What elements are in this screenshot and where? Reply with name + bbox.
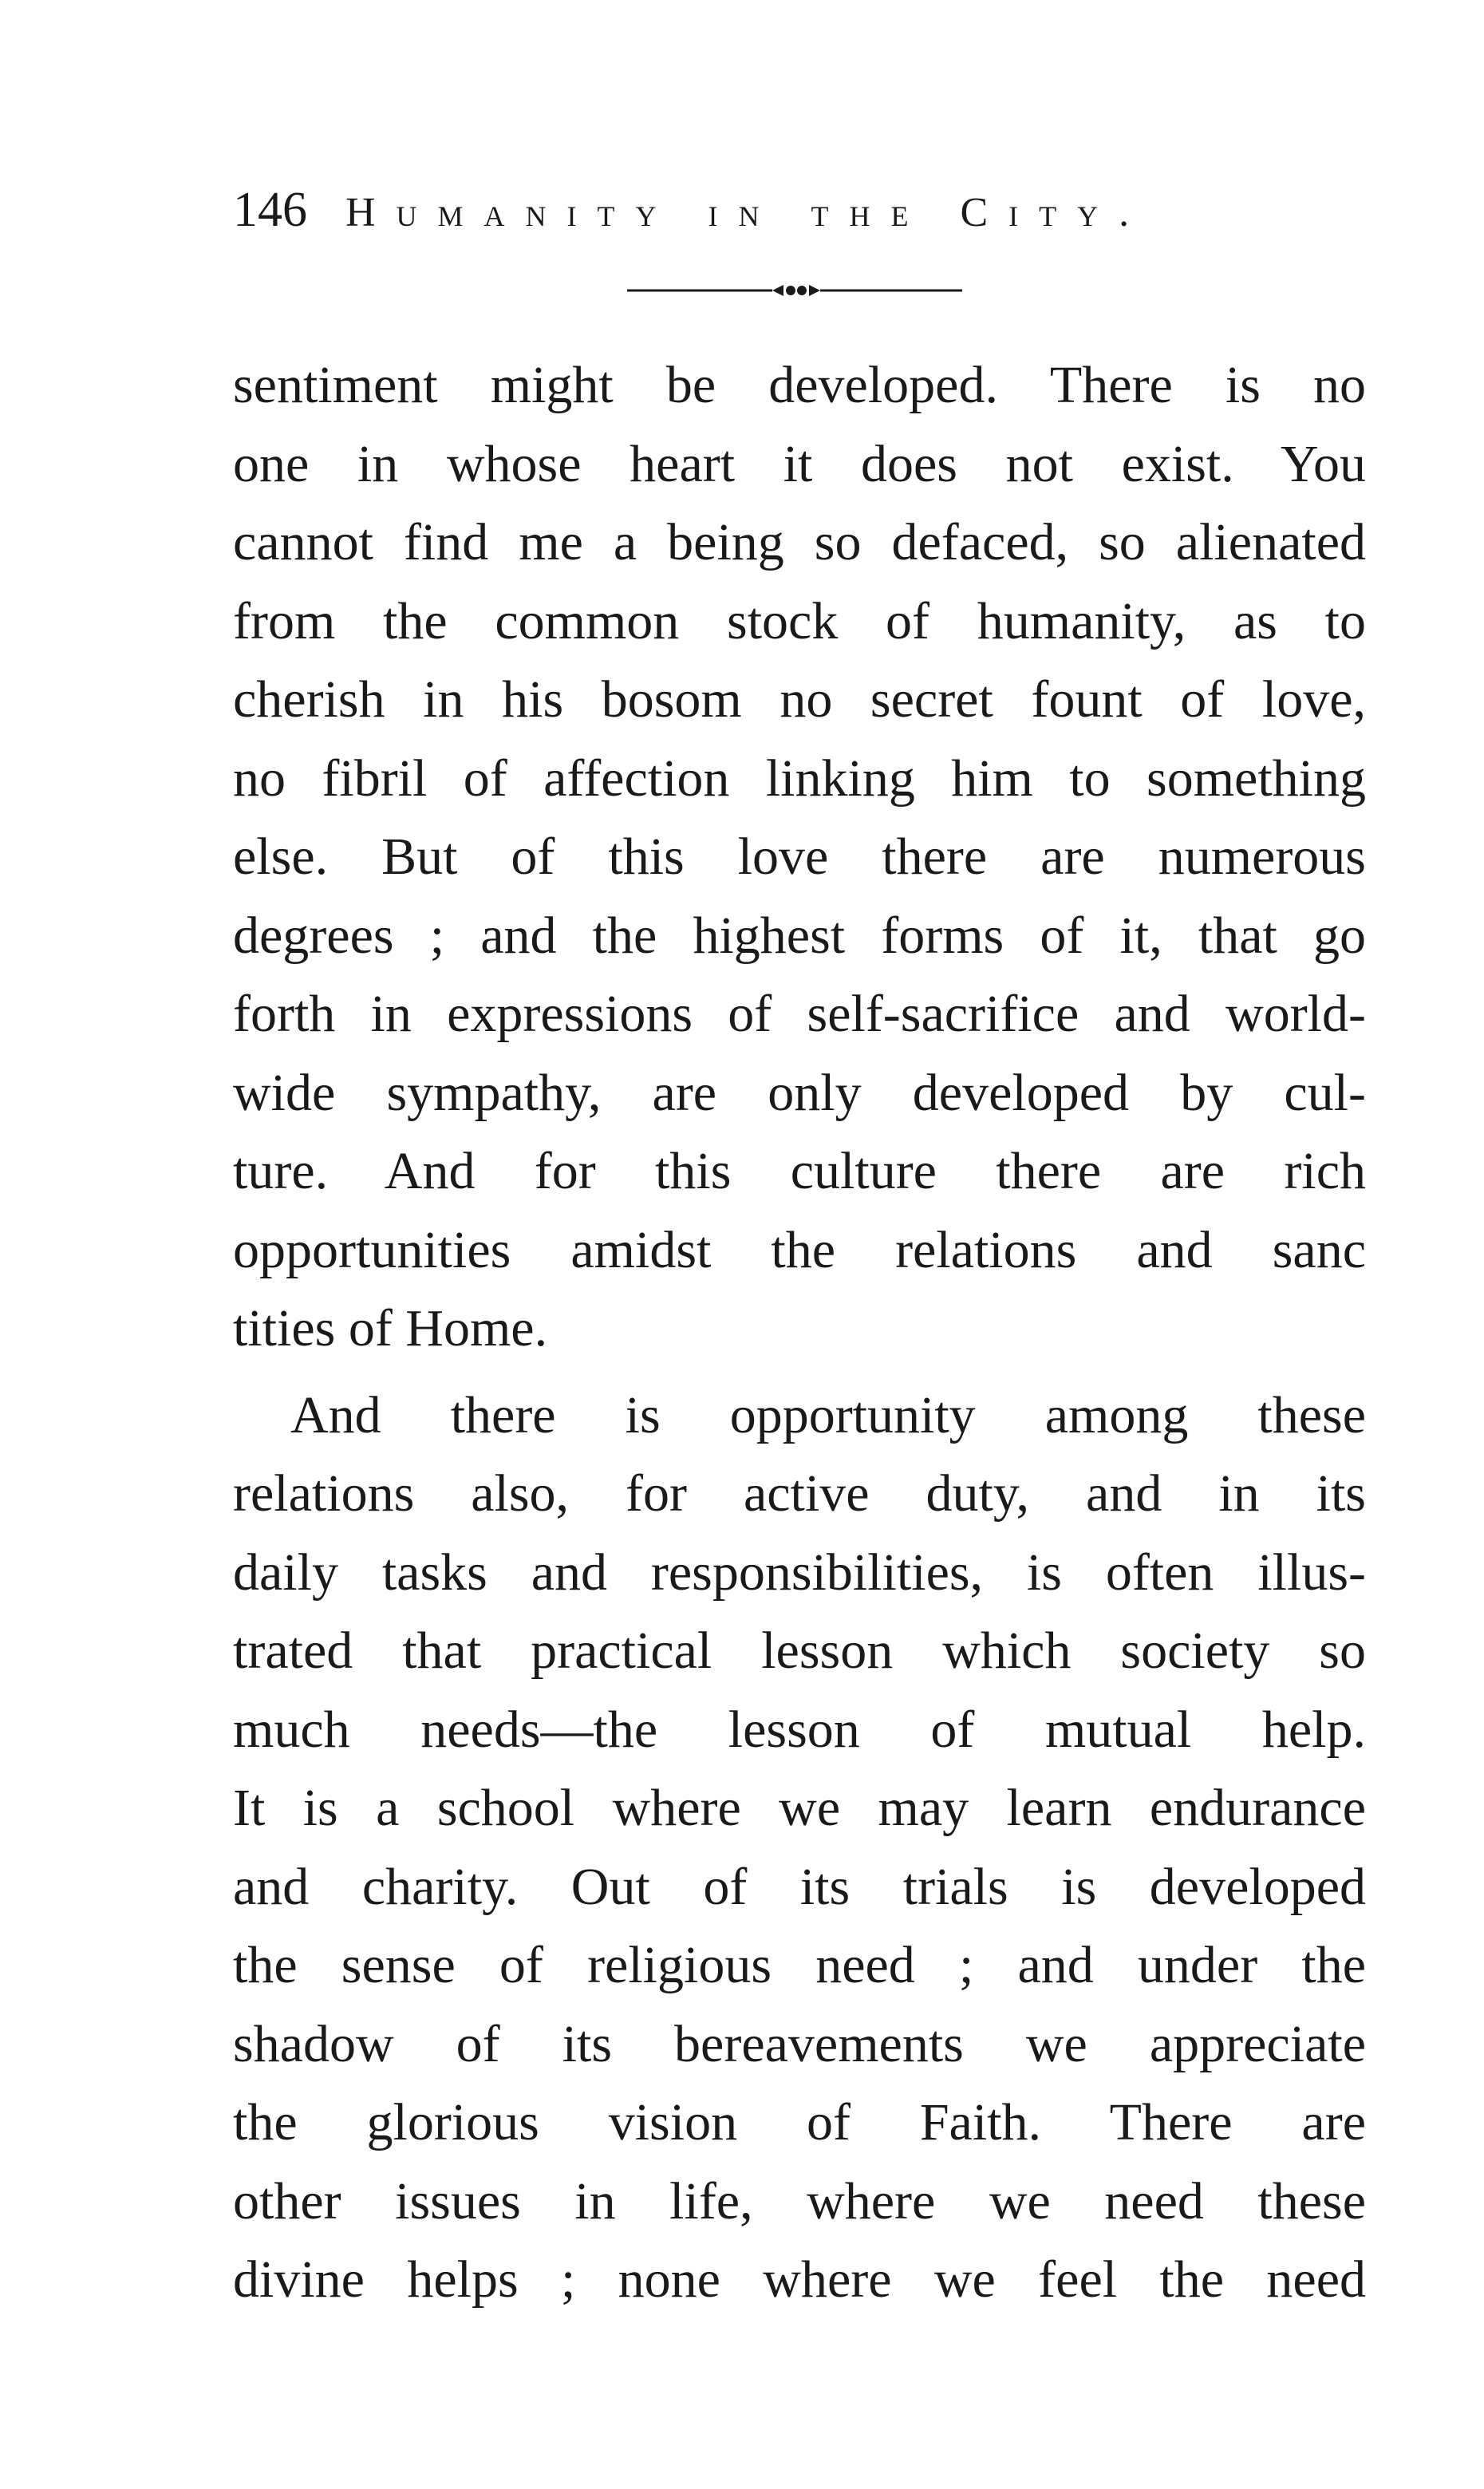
text-line: opportunities amidst the relations and sanc xyxy=(233,1220,1366,1279)
paragraph-1 xyxy=(233,346,1366,1369)
ornament-dot-icon xyxy=(797,286,807,295)
running-title: Humanity in the City. xyxy=(345,190,1150,235)
text-line: wide sympathy, are only developed by cul- xyxy=(233,1063,1366,1122)
text-line: the sense of religious need ; and under the xyxy=(233,1936,1366,1994)
text-line: divine helps ; none where we feel the need xyxy=(233,2250,1366,2309)
text-line: forth in expressions of self-sacrifice and world- xyxy=(233,985,1366,1043)
text-line: tities of Home. xyxy=(233,1299,548,1357)
text-line: ture. And for this culture there are rich xyxy=(233,1142,1366,1200)
text-line: relations also, for active duty, and in its xyxy=(233,1464,1366,1523)
body-text xyxy=(233,346,1366,2320)
text-line: And there is opportunity among these xyxy=(290,1385,1366,1444)
page-number: 146 xyxy=(233,183,307,237)
text-line: cannot find me a being so defaced, so alienated xyxy=(233,513,1366,571)
text-line: It is a school where we may learn endurance xyxy=(233,1779,1366,1837)
text-line: shadow of its bereavements we appreciate xyxy=(233,2014,1366,2073)
text-line: other issues in life, where we need these xyxy=(233,2171,1366,2230)
text-line: degrees ; and the highest forms of it, that go xyxy=(233,906,1366,965)
ornament-rule xyxy=(627,281,962,300)
ornament-arrow-icon xyxy=(809,285,820,296)
text-line: no fibril of affection linking him to something xyxy=(233,749,1366,808)
text-line: cherish in his bosom no secret fount of love, xyxy=(233,670,1366,729)
ornament-arrow-icon xyxy=(772,285,783,296)
paragraph-gap xyxy=(233,1369,1366,1377)
text-line: trated that practical lesson which society so xyxy=(233,1622,1366,1680)
text-line: the glorious vision of Faith. There are xyxy=(233,2093,1366,2151)
text-line: from the common stock of humanity, as to xyxy=(233,591,1366,650)
text-line: one in whose heart it does not exist. You xyxy=(233,434,1366,493)
ornament-dot-icon xyxy=(786,286,795,295)
text-line: and charity. Out of its trials is developed xyxy=(233,1857,1366,1916)
paragraph-2 xyxy=(233,1377,1366,2320)
running-head xyxy=(233,182,1150,239)
text-line: sentiment might be developed. There is no xyxy=(233,356,1366,414)
text-line: much needs—the lesson of mutual help. xyxy=(233,1700,1366,1759)
text-line: daily tasks and responsibilities, is often illus- xyxy=(233,1543,1366,1602)
text-line: else. But of this love there are numerous xyxy=(233,828,1366,886)
